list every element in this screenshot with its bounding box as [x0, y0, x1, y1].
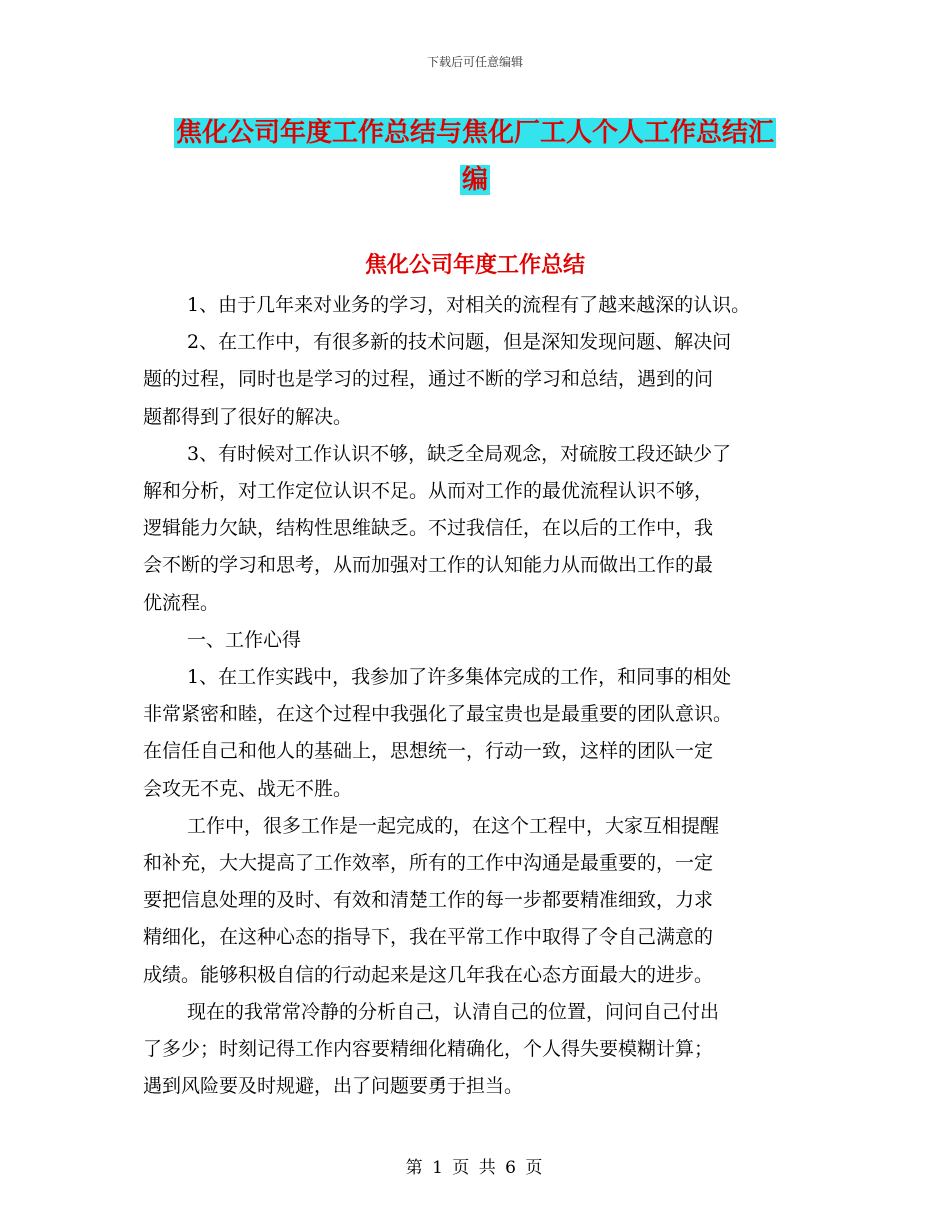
text-line: 现在的我常常冷静的分析自己，认清自己的位置，问问自己付出	[187, 1000, 720, 1023]
text-line: 成绩。能够积极自信的行动起来是这几年我在心态方面最大的进步。	[143, 963, 714, 986]
paragraph	[143, 808, 823, 994]
text-line: 3、有时候对工作认识不够，缺乏全局观念，对硫胺工段还缺少了	[187, 442, 732, 465]
section-title: 焦化公司年度工作总结	[364, 252, 585, 278]
text-line: 了多少；时刻记得工作内容要精细化精确化，个人得失要模糊计算；	[143, 1038, 714, 1061]
paragraph	[143, 994, 823, 1106]
text-line: 解和分析，对工作定位认识不足。从而对工作的最优流程认识不够，	[143, 480, 714, 503]
text-line: 逻辑能力欠缺，结构性思维缺乏。不过我信任，在以后的工作中，我	[143, 517, 714, 540]
text-line: 会不断的学习和思考，从而加强对工作的认知能力从而做出工作的最	[143, 554, 714, 577]
text-line: 在信任自己和他人的基础上，思想统一，行动一致，这样的团队一定	[143, 740, 714, 763]
text-line: 1、在工作实践中，我参加了许多集体完成的工作，和同事的相处	[187, 666, 732, 689]
header-note: 下载后可任意编辑	[426, 55, 523, 69]
page-footer: 第 1 页 共 6 页	[405, 1158, 545, 1178]
text-line: 和补充，大大提高了工作效率，所有的工作中沟通是最重要的，一定	[143, 852, 714, 875]
text-line: 题的过程，同时也是学习的过程，通过不断的学习和总结，遇到的问	[143, 368, 714, 391]
text-line: 工作中，很多工作是一起完成的，在这个工程中，大家互相提醒	[187, 814, 720, 837]
text-line: 题都得到了很好的解决。	[143, 405, 353, 428]
text-line: 一、工作心得	[187, 628, 302, 651]
text-line: 会攻无不克、战无不胜。	[143, 777, 353, 800]
title-line-2: 编	[461, 165, 488, 195]
text-line: 遇到风险要及时规避，出了问题要勇于担当。	[143, 1075, 524, 1098]
text-line: 非常紧密和睦，在这个过程中我强化了最宝贵也是最重要的团队意识。	[143, 703, 733, 726]
paragraph	[143, 659, 823, 808]
text-line: 要把信息处理的及时、有效和清楚工作的每一步都要精准细致，力求	[143, 889, 714, 912]
text-line: 1、由于几年来对业务的学习，对相关的流程有了越来越深的认识。	[187, 294, 751, 316]
title-line-1: 焦化公司年度工作总结与焦化厂工人个人工作总结汇	[175, 118, 774, 148]
text-line: 2、在工作中，有很多新的技术问题，但是深知发现问题、解决问	[187, 331, 732, 354]
paragraph	[143, 324, 823, 436]
document-body	[143, 287, 823, 1105]
document-title	[140, 110, 810, 204]
text-line: 精细化，在这种心态的指导下，我在平常工作中取得了令自己满意的	[143, 926, 714, 949]
text-line: 优流程。	[143, 591, 220, 614]
paragraph	[143, 287, 823, 324]
paragraph	[143, 436, 823, 622]
paragraph	[143, 622, 823, 659]
